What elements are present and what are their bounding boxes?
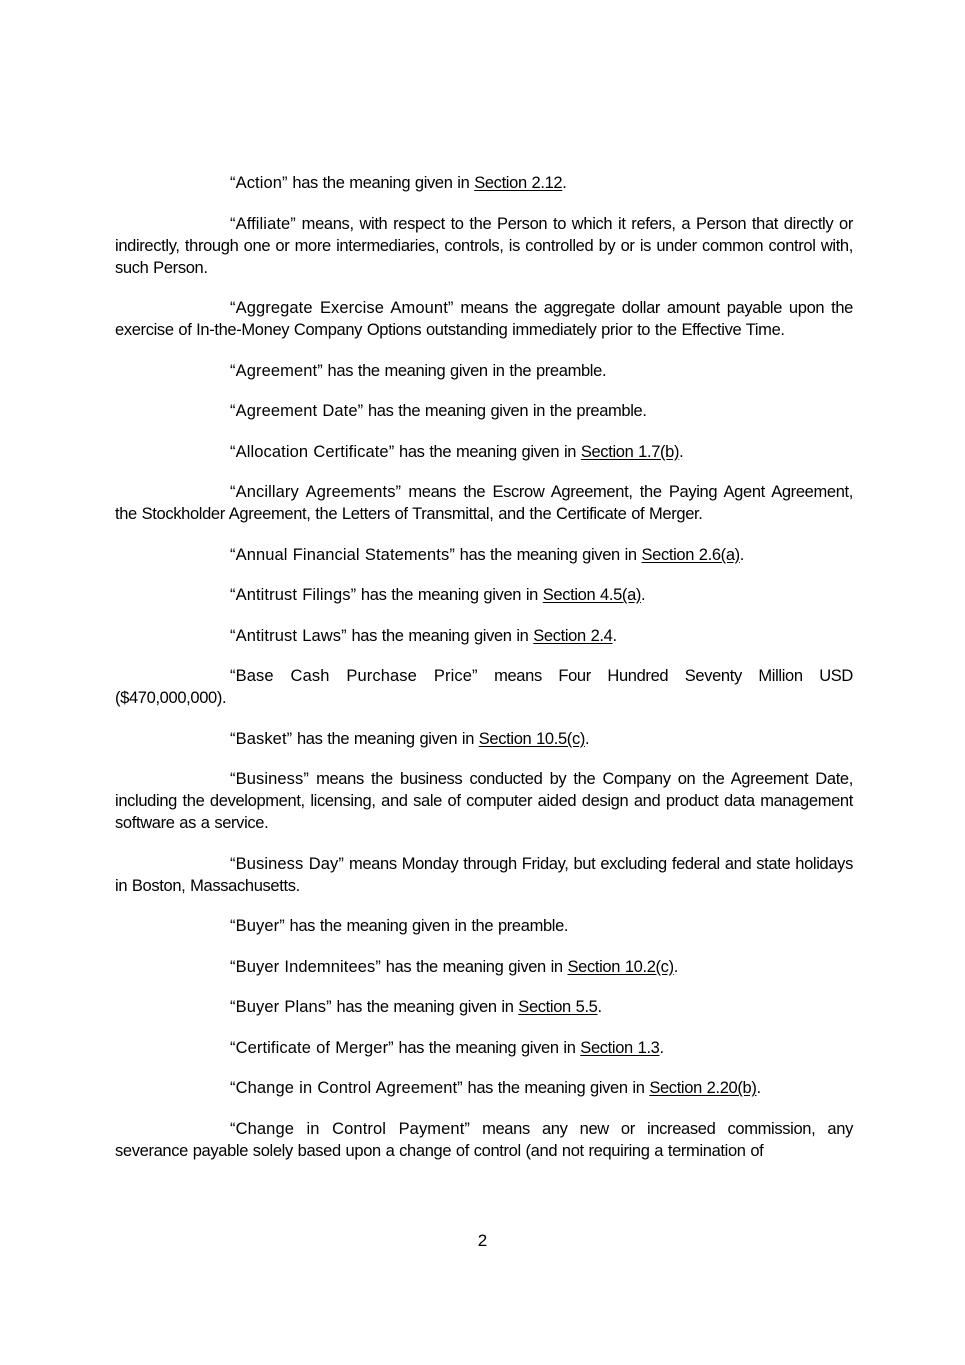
term: “Business Day” [230,854,344,873]
term: “Annual Financial Statements” [230,545,455,564]
section-reference[interactable]: Section 2.12 [474,174,563,192]
definition-business [115,768,853,834]
section-reference[interactable]: Section 2.20(b) [649,1079,757,1097]
definition-tail: . [612,626,617,645]
definition-text: has the meaning given in the preamble. [284,917,569,935]
definition-text: means Four Hundred Seventy Million USD ($470,000,000). [115,667,853,707]
section-reference[interactable]: Section 10.2(c) [567,957,674,976]
definition-text: means the Escrow Agreement, the Paying Agent Agreement, the Stockholder Agreement, the Letters of Transmittal, and the Certificate of Merger. [115,483,853,523]
definition-text: has the meaning given in [346,626,534,645]
section-reference[interactable]: Section 5.5 [518,998,598,1016]
definition-base-cash-purchase-price [115,665,853,709]
definition-text: means any new or increased commission, any severance payable solely based upon a change of control (and not requiring a termination of [115,1119,853,1160]
term: “Ancillary Agreements” [230,483,402,501]
definition-text: has the meaning given in [292,729,479,748]
definition-action [115,172,853,194]
section-reference[interactable]: Section 2.4 [533,626,613,645]
definition-agreement [115,360,853,382]
definition-tail: . [597,998,602,1016]
term: “Antitrust Filings” [230,586,357,604]
term: “Base Cash Purchase Price” [230,667,478,685]
term: “Buyer” [230,917,285,935]
definition-tail: . [641,586,646,604]
definition-text: has the meaning given in the preamble. [363,402,647,420]
term: “Antitrust Laws” [230,626,347,645]
definition-tail: . [585,729,590,748]
definition-allocation-certificate [115,441,853,463]
term: “Buyer Plans” [230,998,332,1016]
definition-buyer-plans [115,996,853,1018]
term: “Aggregate Exercise Amount” [230,299,454,317]
term: “Agreement” [230,361,323,380]
definition-ancillary-agreements [115,481,853,525]
definition-text: has the meaning given in the preamble. [322,361,607,380]
term: “Change in Control Agreement” [230,1079,463,1097]
term: “Agreement Date” [230,402,364,420]
definition-text: has the meaning given in [394,442,581,461]
definition-agreement-date [115,400,853,422]
definition-text: means Monday through Friday, but excluding federal and state holidays in Boston, Massachusetts. [115,854,853,895]
term: “Business” [230,770,309,788]
definition-buyer-indemnitees [115,956,853,978]
definition-tail: . [756,1079,761,1097]
definition-aggregate-exercise-amount [115,297,853,341]
term: “Certificate of Merger” [230,1038,394,1057]
definition-text: has the meaning given in [287,174,475,192]
definition-text: has the meaning given in [380,957,568,976]
definition-text: has the meaning given in [462,1079,650,1097]
definition-annual-financial-statements [115,544,853,566]
definition-affiliate [115,213,853,279]
definition-change-in-control-agreement [115,1077,853,1099]
definition-basket [115,728,853,750]
section-reference[interactable]: Section 2.6(a) [641,545,740,564]
definition-text: means the aggregate dollar amount payable upon the exercise of In-the-Money Company Options outstanding immediately prior to the Effective Time. [115,299,853,339]
definition-tail: . [562,174,567,192]
term: “Buyer Indemnitees” [230,957,381,976]
page-number: 2 [477,1231,488,1250]
definition-certificate-of-merger [115,1037,853,1059]
definition-tail: . [679,442,684,461]
definition-text: has the meaning given in [393,1038,581,1057]
term: “Change in Control Payment” [230,1119,470,1138]
definition-tail: . [739,545,745,564]
definition-tail: . [659,1038,664,1057]
term: “Allocation Certificate” [230,442,395,461]
definition-antitrust-laws [115,625,853,647]
term: “Affiliate” [230,214,296,233]
definition-buyer [115,915,853,937]
definition-text: has the meaning given in [356,586,543,604]
definition-text: has the meaning given in [454,545,642,564]
definition-antitrust-filings [115,584,853,606]
definition-text: means, with respect to the Person to which it refers, a Person that directly or indirectly, through one or more intermediaries, controls, is controlled by or is under common control with, such Person. [115,214,853,277]
definition-text: has the meaning given in [331,998,519,1016]
term: “Basket” [230,729,293,748]
definition-change-in-control-payment [115,1118,853,1162]
section-reference[interactable]: Section 4.5(a) [542,586,642,604]
definition-text: means the business conducted by the Company on the Agreement Date, including the development, licensing, and sale of computer aided design and product data management software as a service. [115,770,853,832]
section-reference[interactable]: Section 1.3 [580,1038,660,1057]
definitions-list [115,172,853,1180]
section-reference[interactable]: Section 10.5(c) [478,729,585,748]
definition-tail: . [673,957,678,976]
section-reference[interactable]: Section 1.7(b) [580,442,680,461]
definition-business-day [115,853,853,897]
term: “Action” [230,174,288,192]
